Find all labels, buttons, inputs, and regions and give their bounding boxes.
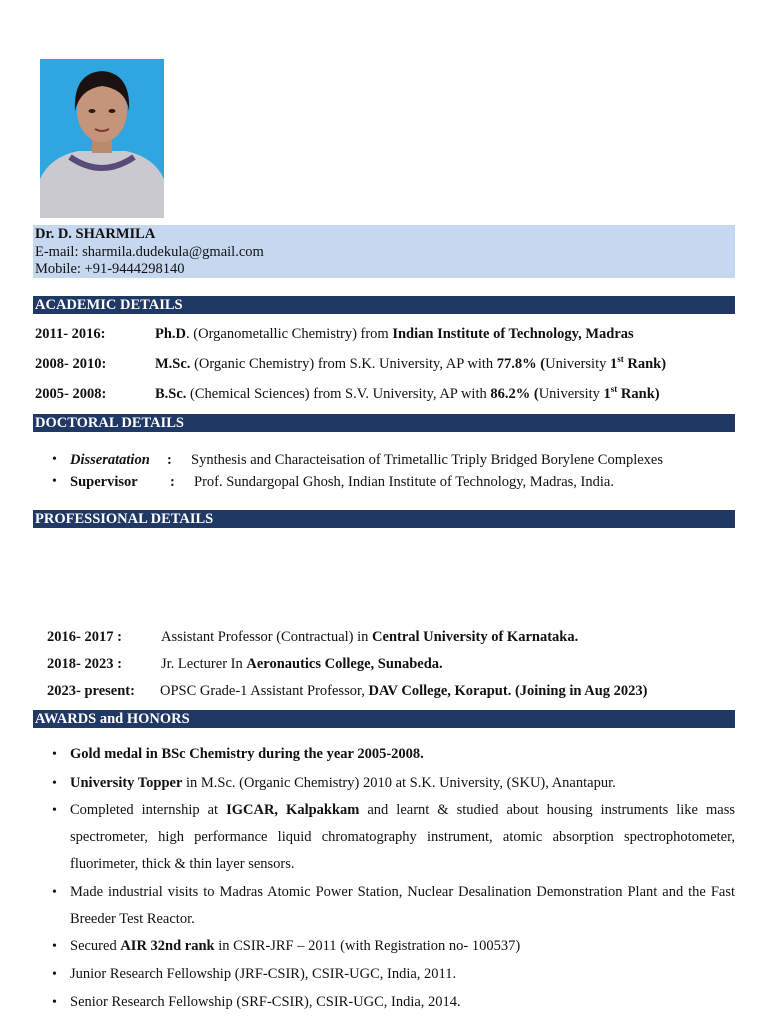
award-1-bold: Gold medal in BSc Chemistry during the year 2005-2008. [70, 746, 424, 762]
award-item-3 [70, 797, 735, 878]
bullet-icon: • [52, 967, 57, 982]
academic-inst-1: Indian Institute of Technology, Madras [392, 326, 634, 342]
doctoral-label-2: Supervisor [70, 474, 138, 490]
professional-entry-1 [161, 628, 578, 646]
academic-rank-end-2: Rank) [623, 356, 667, 372]
doctoral-value-2: Prof. Sundargopal Ghosh, Indian Institute of Technology, Madras, India. [194, 474, 614, 490]
award-item-1 [70, 741, 735, 768]
academic-years-3: 2005- 2008: [35, 386, 107, 402]
academic-rank-num-3: 1 [603, 386, 611, 402]
contact-block [33, 225, 735, 278]
academic-score-2: 77.8% [496, 356, 537, 372]
award-item-7: Senior Research Fellowship (SRF-CSIR), CSIR-UGC, India, 2014. [70, 994, 461, 1010]
email-text: E-mail: sharmila.dudekula@gmail.com [35, 243, 264, 260]
doctoral-label-1: Disseratation [70, 452, 150, 468]
professional-entry-2 [161, 655, 443, 673]
academic-rank-num-2: 1 [609, 356, 618, 372]
academic-rank-sup-2: st [617, 354, 624, 365]
professional-place-1: Central University of Karnataka. [372, 629, 579, 645]
academic-years-2: 2008- 2010: [35, 356, 107, 372]
award-5-pre: Secured [70, 938, 121, 954]
profile-photo [40, 59, 164, 218]
doctoral-sep-1: : [167, 452, 172, 468]
doctoral-sep-2: : [170, 474, 175, 490]
professional-place-2: Aeronautics College, Sunabeda. [246, 656, 443, 672]
award-5-bold: AIR 32nd rank [120, 938, 215, 954]
academic-rest-3: (Chemical Sciences) from S.V. University, AP with [186, 386, 491, 402]
academic-rank-text-2: University [545, 356, 610, 372]
academic-score-3: 86.2% [490, 386, 531, 402]
award-item-2 [70, 770, 735, 797]
doctoral-value-1: Synthesis and Characteisation of Trimetallic Triply Bridged Borylene Complexes [191, 452, 664, 468]
academic-entry-1 [155, 325, 634, 343]
award-5-rest: in CSIR-JRF – 2011 (with Registration no- 100537) [214, 938, 521, 954]
academic-degree-1: Ph.D [155, 326, 187, 342]
bullet-icon: • [52, 776, 57, 791]
bullet-icon: • [52, 747, 57, 762]
professional-years-1: 2016- 2017 : [47, 629, 122, 645]
academic-rest-1: . (Organometallic Chemistry) from [186, 326, 393, 342]
mobile-text: Mobile: +91-9444298140 [35, 261, 185, 277]
academic-rank-text-3: University [538, 386, 604, 402]
professional-years-3: 2023- present: [47, 683, 135, 699]
professional-role-1: Assistant Professor (Contractual) in [161, 629, 373, 645]
bullet-icon: • [52, 995, 57, 1010]
award-item-5 [70, 933, 735, 960]
award-2-bold: University Topper [70, 775, 183, 791]
bullet-icon: • [52, 452, 57, 467]
professional-role-2: Jr. Lecturer In [161, 656, 247, 672]
section-awards-header: AWARDS and HONORS [33, 710, 735, 728]
academic-rest-2: (Organic Chemistry) from S.K. University, AP with [190, 356, 497, 372]
professional-role-3: OPSC Grade-1 Assistant Professor, [160, 683, 369, 699]
professional-entry-3 [160, 682, 648, 700]
bullet-icon: • [52, 803, 57, 818]
bullet-icon: • [52, 939, 57, 954]
academic-entry-3 [155, 385, 660, 403]
candidate-name: Dr. D. SHARMILA [35, 226, 156, 242]
section-professional-header: PROFESSIONAL DETAILS [33, 510, 735, 528]
bullet-icon: • [52, 474, 57, 489]
academic-degree-2: M.Sc. [155, 356, 191, 372]
bullet-icon: • [52, 885, 57, 900]
portrait-image [40, 59, 164, 218]
academic-rank-open-2: ( [536, 356, 546, 372]
section-academic-header: ACADEMIC DETAILS [33, 296, 735, 314]
professional-years-2: 2018- 2023 : [47, 656, 122, 672]
academic-rank-sup-3: st [610, 384, 618, 395]
academic-entry-2 [155, 355, 666, 373]
award-item-4: Made industrial visits to Madras Atomic Power Station, Nuclear Desalination Demonstration Plant and the Fast Breeder Test Reactor. [70, 884, 735, 927]
award-3-bold: IGCAR, Kalpakkam [226, 802, 360, 818]
award-item-6: Junior Research Fellowship (JRF-CSIR), CSIR-UGC, India, 2011. [70, 966, 457, 982]
academic-rank-end-3: Rank) [617, 386, 660, 402]
academic-rank-open-3: ( [530, 386, 539, 402]
award-3-rest: and learnt & studied about housing instruments like mass spectrometer, high performance liquid chromatography instrument, atomic absorption spectrophotometer, fluorimeter, thick & thin layer sensors. [70, 802, 735, 872]
professional-place-3: DAV College, Koraput. (Joining in Aug 2023) [368, 683, 648, 699]
section-doctoral-header: DOCTORAL DETAILS [33, 414, 735, 432]
academic-degree-3: B.Sc. [155, 386, 187, 402]
academic-years-1: 2011- 2016: [35, 326, 106, 342]
award-2-rest: in M.Sc. (Organic Chemistry) 2010 at S.K. University, (SKU), Anantapur. [182, 775, 616, 791]
award-3-pre: Completed internship at [70, 802, 227, 818]
